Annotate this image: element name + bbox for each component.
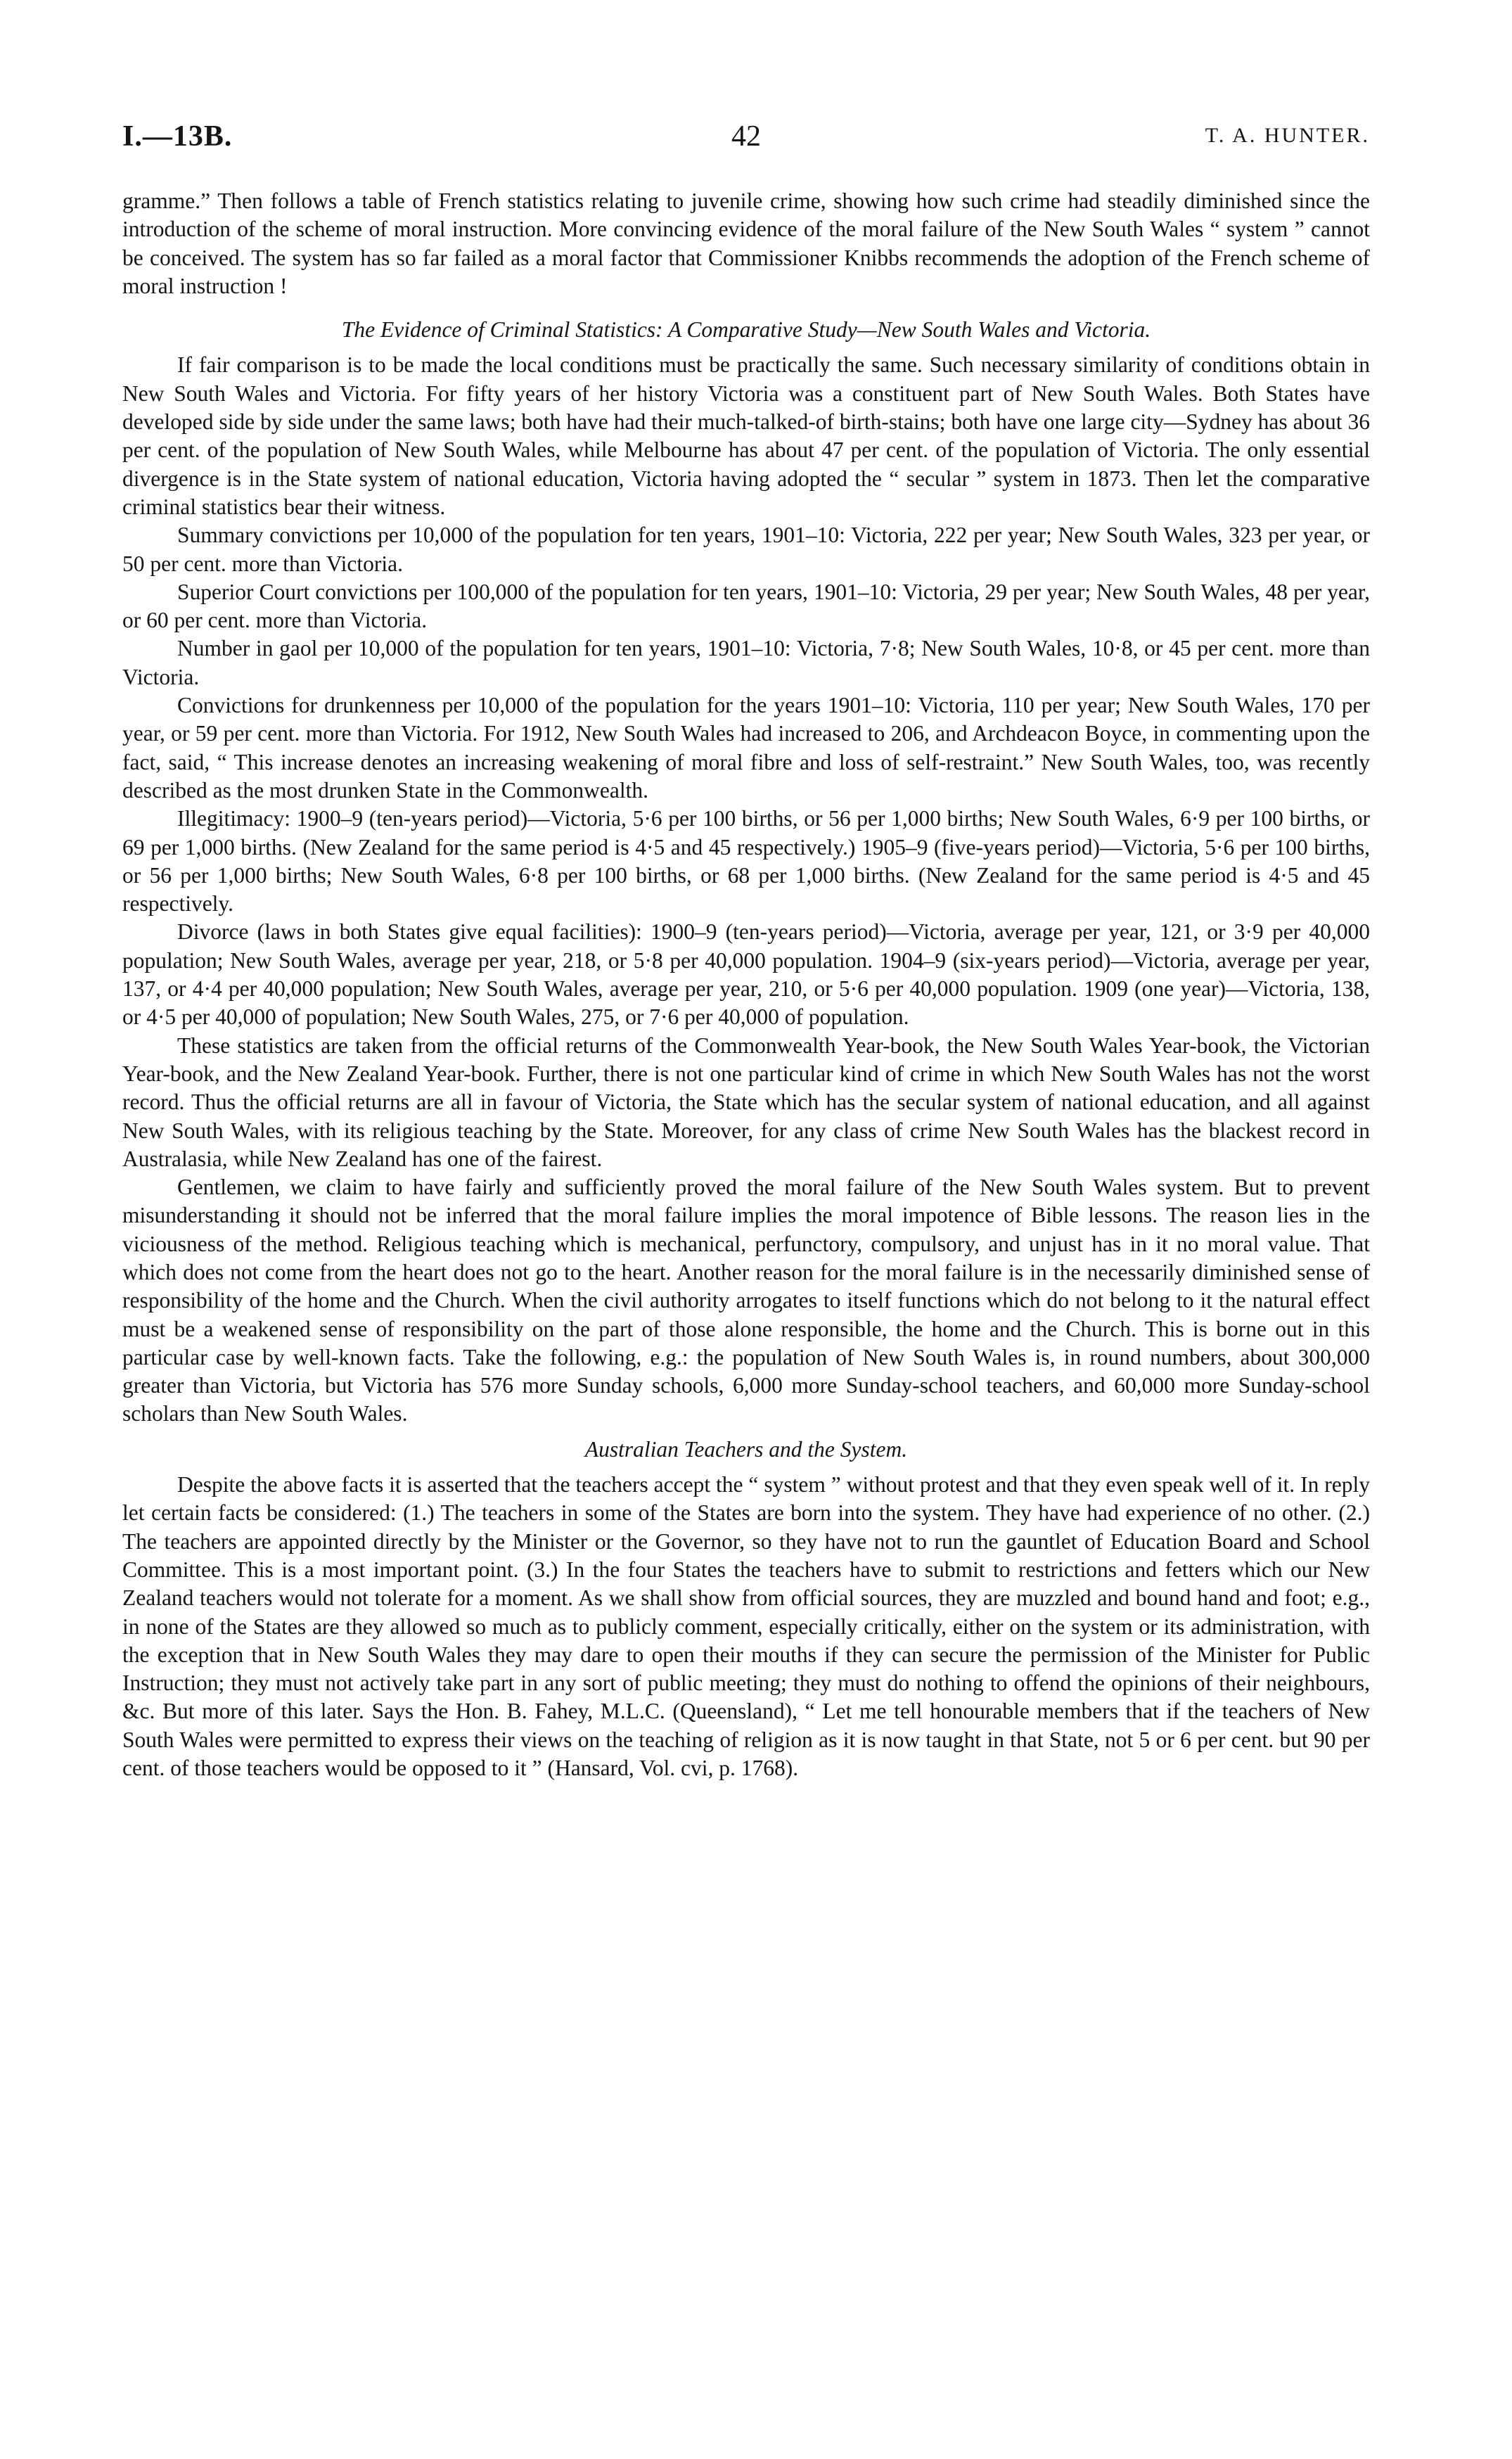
body-text xyxy=(122,187,1370,1782)
page-number: 42 xyxy=(731,120,761,153)
document-reference: I.—13B. xyxy=(122,120,233,153)
paragraph: Illegitimacy: 1900–9 (ten-years period)—Victoria, 5·6 per 100 births, or 56 per 1,000 births; New South Wales, 6·9 per 100 births, or 69 per 1,000 births. (New Zealand for the same period is 4·5 and 45 respectively.) 1905–9 (five-years period)—Victoria, 5·6 per 100 births, or 56 per 1,000 births; New South Wales, 6·8 per 100 births, or 68 per 1,000 births. (New Zealand for the same period is 4·5 and 45 respectively. xyxy=(122,806,1370,916)
paragraph: Despite the above facts it is asserted that the teachers accept the “ system ” without protest and that they even speak well of it. In reply let certain facts be considered: (1.) The teachers in some of the States are born into the system. They have had experience of no other. (2.) The teachers are appointed directly by the Minister or the Governor, so they have not to run the gauntlet of Education Board and School Committee. This is a most important point. (3.) In the four States the teachers have to submit to restrictions and fetters which our New Zealand teachers would not tolerate for a moment. As we shall show from official sources, they are muzzled and bound hand and foot; e.g., in none of the States are they allowed so much as to publicly comment, especially critically, either on the system or its administration, with the exception that in New South Wales they may dare to open their mouths if they can secure the permission of the Minister for Public Instruction; they must not actively take part in any sort of public meeting; they must do nothing to offend the opinions of their neighbours, &c. But more of this later. Says the Hon. B. Fahey, M.L.C. (Queensland), “ Let me tell honourable members that if the teachers of New South Wales were permitted to express their views on the teaching of religion as it is now taught in that State, not 5 or 6 per cent. but 90 per cent. of those teachers would be opposed to it ” (Hansard, Vol. cvi, p. 1768). xyxy=(122,1472,1370,1781)
paragraph: Divorce (laws in both States give equal facilities): 1900–9 (ten-years period)—Victoria, average per year, 121, or 3·9 per 40,000 population; New South Wales, average per year, 218, or 5·8 per 40,000 population. 1904–9 (six-years period)—Victoria, average per year, 137, or 4·4 per 40,000 population; New South Wales, average per year, 210, or 5·6 per 40,000 population. 1909 (one year)—Victoria, 138, or 4·5 per 40,000 of population; New South Wales, 275, or 7·6 per 40,000 of population. xyxy=(122,919,1370,1030)
paragraph: Summary convictions per 10,000 of the population for ten years, 1901–10: Victoria, 222 per year; New South Wales, 323 per year, or 50 per cent. more than Victoria. xyxy=(122,523,1370,576)
section-heading: The Evidence of Criminal Statistics: A Comparative Study—New South Wales and Victoria. xyxy=(341,317,1151,343)
paragraph: Superior Court convictions per 100,000 of the population for ten years, 1901–10: Victoria, 29 per year; New South Wales, 48 per year, or 60 per cent. more than Victoria. xyxy=(122,579,1370,633)
paragraph: gramme.” Then follows a table of French statistics relating to juvenile crime, showing how such crime had steadily diminished since the introduction of the scheme of moral instruction. More convincing evidence of the moral failure of the New South Wales “ system ” cannot be conceived. The system has so far failed as a moral factor that Commissioner Knibbs recommends the adoption of the French scheme of moral instruction ! xyxy=(122,189,1370,298)
paragraph: These statistics are taken from the official returns of the Commonwealth Year-book, the New South Wales Year-book, the Victorian Year-book, and the New Zealand Year-book. Further, there is not one particular kind of crime in which New South Wales has not the worst record. Thus the official returns are all in favour of Victoria, the State which has the secular system of national education, and all against New South Wales, with its religious teaching by the State. Moreover, for any class of crime New South Wales has the blackest record in Australasia, while New Zealand has one of the fairest. xyxy=(122,1033,1370,1171)
page-header xyxy=(122,120,1370,162)
paragraph: If fair comparison is to be made the local conditions must be practically the same. Such necessary similarity of conditions obtain in New South Wales and Victoria. For fifty years of her history Victoria was a constituent part of New South Wales. Both States have developed side by side under the same laws; both have had their much-talked-of birth-stains; both have one large city—Sydney has about 36 per cent. of the population of New South Wales, while Melbourne has about 47 per cent. of the population of Victoria. The only essential divergence is in the State system of national education, Victoria having adopted the “ secular ” system in 1873. Then let the comparative criminal statistics bear their witness. xyxy=(122,352,1370,519)
author-name: T. A. HUNTER. xyxy=(1205,124,1370,147)
section-heading: Australian Teachers and the System. xyxy=(584,1436,908,1462)
paragraph: Convictions for drunkenness per 10,000 of the population for the years 1901–10: Victoria, 110 per year; New South Wales, 170 per year, or 59 per cent. more than Victoria. For 1912, New South Wales had increased to 206, and Archdeacon Boyce, in commenting upon the fact, said, “ This increase denotes an increasing weakening of moral fibre and loss of self-restraint.” New South Wales, too, was recently described as the most drunken State in the Commonwealth. xyxy=(122,693,1370,803)
paragraph: Gentlemen, we claim to have fairly and sufficiently proved the moral failure of the New South Wales system. But to prevent misunderstanding it should not be inferred that the moral failure implies the moral impotence of Bible lessons. The reason lies in the viciousness of the method. Religious teaching which is mechanical, perfunctory, compulsory, and unjust has in it no moral value. That which does not come from the heart does not go to the heart. Another reason for the moral failure is in the necessarily diminished sense of responsibility of the home and the Church. When the civil authority arrogates to itself functions which do not belong to it the natural effect must be a weakened sense of responsibility on the part of those alone responsible, the home and the Church. This is borne out in this particular case by well-known facts. Take the following, e.g.: the population of New South Wales is, in round numbers, about 300,000 greater than Victoria, but Victoria has 576 more Sunday schools, 6,000 more Sunday-school teachers, and 60,000 more Sunday-school scholars than New South Wales. xyxy=(122,1175,1370,1426)
paragraph: Number in gaol per 10,000 of the population for ten years, 1901–10: Victoria, 7·8; New South Wales, 10·8, or 45 per cent. more than Victoria. xyxy=(122,636,1370,689)
